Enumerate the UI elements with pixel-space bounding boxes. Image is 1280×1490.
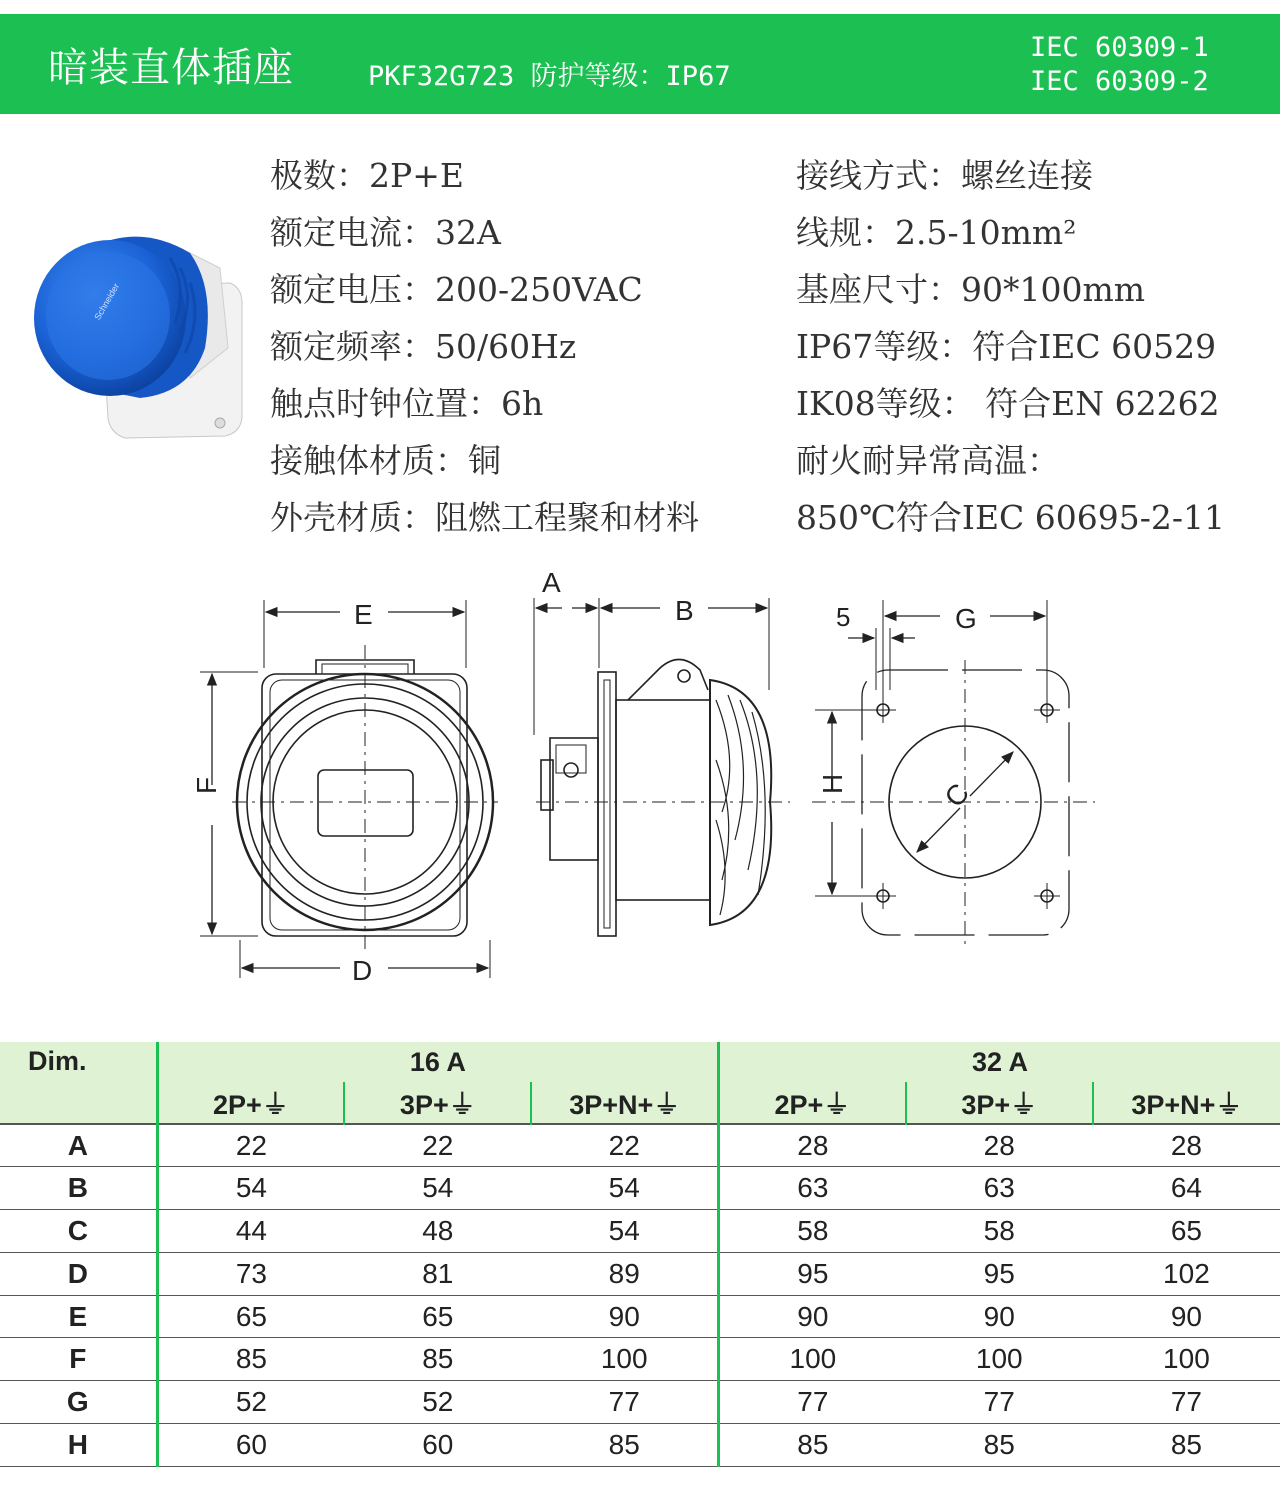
- cell: 65: [344, 1295, 531, 1338]
- cell: 64: [1093, 1167, 1280, 1210]
- dim-label-d: D: [352, 955, 373, 986]
- spec-poles: [270, 150, 464, 197]
- row-dim: C: [0, 1210, 157, 1253]
- cell: 54: [157, 1167, 344, 1210]
- spec-rated-frequency: [270, 321, 576, 368]
- spec-ip67: [796, 321, 1216, 368]
- spec-label: 极数：: [270, 156, 369, 195]
- row-dim: B: [0, 1167, 157, 1210]
- row-dim: H: [0, 1424, 157, 1467]
- spec-wiring: [796, 150, 1093, 197]
- cell: 85: [906, 1424, 1093, 1467]
- table-row: [0, 1167, 1280, 1210]
- dim-header: Dim.: [0, 1042, 157, 1082]
- spec-glow-wire: [796, 492, 1225, 539]
- spec-value: 2.5-10mm²: [895, 213, 1077, 252]
- dim-label-c: C: [938, 777, 976, 813]
- table-sub-header-row: [0, 1082, 1280, 1124]
- spec-label: 接触体材质：: [270, 441, 468, 480]
- brand-print: Schneider: [92, 281, 122, 322]
- spec-label: 额定频率：: [270, 327, 435, 366]
- dim-label-5: 5: [836, 602, 851, 632]
- spec-value: 2P+E: [369, 156, 464, 195]
- spec-label: 外壳材质：: [270, 498, 435, 537]
- cell: 22: [531, 1124, 718, 1167]
- row-dim: E: [0, 1295, 157, 1338]
- cell: 52: [157, 1381, 344, 1424]
- cell: 77: [719, 1381, 906, 1424]
- col-16a-3pn-earth: 3P+N+⏚: [531, 1082, 718, 1124]
- cell: 100: [906, 1338, 1093, 1381]
- cell: 58: [906, 1210, 1093, 1253]
- spec-label: 额定电压：: [270, 270, 435, 309]
- table-row: [0, 1295, 1280, 1338]
- cell: 54: [531, 1167, 718, 1210]
- cell: 52: [344, 1381, 531, 1424]
- spec-fire-resistance: [796, 435, 1060, 482]
- cell: 77: [531, 1381, 718, 1424]
- row-dim: F: [0, 1338, 157, 1381]
- spec-wire-gauge: [796, 207, 1076, 254]
- cell: 90: [906, 1295, 1093, 1338]
- cell: 63: [719, 1167, 906, 1210]
- spec-label: 触点时钟位置：: [270, 384, 501, 423]
- cell: 28: [1093, 1124, 1280, 1167]
- spec-rated-current: [270, 207, 501, 254]
- cell: 28: [906, 1124, 1093, 1167]
- cell: 85: [719, 1424, 906, 1467]
- spec-ik08: [796, 378, 1220, 425]
- spec-housing-material: [270, 492, 699, 539]
- row-dim: G: [0, 1381, 157, 1424]
- dimension-table: [0, 1042, 1280, 1467]
- cell: 90: [531, 1295, 718, 1338]
- dim-label-h: H: [817, 773, 848, 794]
- cell: 22: [344, 1124, 531, 1167]
- spec-base-size: [796, 264, 1145, 311]
- cell: 90: [719, 1295, 906, 1338]
- cell: 54: [344, 1167, 531, 1210]
- spec-value: 铜: [468, 441, 501, 480]
- cell: 100: [531, 1338, 718, 1381]
- col-32a-3pn-earth: 3P+N+⏚: [1093, 1082, 1280, 1124]
- col-32a-2p-earth: 2P+⏚: [719, 1082, 906, 1124]
- spec-value: 32A: [435, 213, 501, 252]
- dim-label-f: F: [191, 776, 222, 794]
- dim-label-b: B: [675, 595, 694, 626]
- group-32a: 32 A: [719, 1042, 1280, 1082]
- cell: 81: [344, 1252, 531, 1295]
- spec-contact-position: [270, 378, 543, 425]
- spec-label: IK08等级：: [796, 384, 975, 423]
- spec-contact-material: [270, 435, 501, 482]
- cell: 100: [1093, 1338, 1280, 1381]
- cell: 85: [1093, 1424, 1280, 1467]
- dim-header-blank: [0, 1082, 157, 1124]
- cell: 89: [531, 1252, 718, 1295]
- cell: 85: [531, 1424, 718, 1467]
- cell: 102: [1093, 1252, 1280, 1295]
- spec-value: 6h: [501, 384, 544, 423]
- spec-value: 200-250VAC: [435, 270, 643, 309]
- col-32a-3p-earth: 3P+⏚: [906, 1082, 1093, 1124]
- cell: 63: [906, 1167, 1093, 1210]
- spec-value: 符合IEC 60529: [972, 327, 1217, 366]
- spec-label: 耐火耐异常高温：: [796, 441, 1060, 480]
- cell: 73: [157, 1252, 344, 1295]
- spec-label: 基座尺寸：: [796, 270, 961, 309]
- cell: 95: [906, 1252, 1093, 1295]
- table-row: [0, 1124, 1280, 1167]
- product-title: 暗装直体插座: [48, 45, 294, 91]
- col-16a-3p-earth: 3P+⏚: [344, 1082, 531, 1124]
- spec-label: 接线方式：: [796, 156, 961, 195]
- table-row: [0, 1338, 1280, 1381]
- standard-1: IEC 60309-1: [1030, 32, 1209, 63]
- row-dim: D: [0, 1252, 157, 1295]
- spec-label: 线规：: [796, 213, 895, 252]
- spec-value: 螺丝连接: [961, 156, 1093, 195]
- standard-2: IEC 60309-2: [1030, 66, 1209, 97]
- cell: 95: [719, 1252, 906, 1295]
- model-rating: PKF32G723 防护等级：IP67: [368, 61, 731, 92]
- spec-value: 850℃符合IEC 60695-2-11: [796, 498, 1226, 537]
- table-row: [0, 1252, 1280, 1295]
- cell: 100: [719, 1338, 906, 1381]
- cell: 54: [531, 1210, 718, 1253]
- cell: 85: [344, 1338, 531, 1381]
- cell: 22: [157, 1124, 344, 1167]
- cell: 48: [344, 1210, 531, 1253]
- spec-value: 符合EN 62262: [974, 384, 1220, 423]
- dimension-drawing: [190, 562, 1280, 992]
- spec-value: 阻燃工程聚和材料: [435, 498, 699, 537]
- dim-label-g: G: [955, 603, 977, 634]
- spec-value: 50/60Hz: [435, 327, 577, 366]
- spec-label: IP67等级：: [796, 327, 973, 366]
- table-row: [0, 1210, 1280, 1253]
- group-16a: 16 A: [157, 1042, 718, 1082]
- table-row: [0, 1424, 1280, 1467]
- table-group-header-row: [0, 1042, 1280, 1082]
- dim-label-a: A: [542, 567, 561, 598]
- spec-value: 90*100mm: [961, 270, 1146, 309]
- cell: 60: [344, 1424, 531, 1467]
- dim-label-e: E: [354, 599, 373, 630]
- product-photo: [30, 228, 248, 443]
- cell: 60: [157, 1424, 344, 1467]
- cell: 65: [1093, 1210, 1280, 1253]
- header-banner: [0, 14, 1280, 114]
- cell: 65: [157, 1295, 344, 1338]
- spec-rated-voltage: [270, 264, 643, 311]
- cell: 77: [1093, 1381, 1280, 1424]
- cell: 90: [1093, 1295, 1280, 1338]
- spec-label: 额定电流：: [270, 213, 435, 252]
- cell: 77: [906, 1381, 1093, 1424]
- row-dim: A: [0, 1124, 157, 1167]
- cell: 28: [719, 1124, 906, 1167]
- cell: 58: [719, 1210, 906, 1253]
- col-16a-2p-earth: 2P+⏚: [157, 1082, 344, 1124]
- cell: 85: [157, 1338, 344, 1381]
- table-row: [0, 1381, 1280, 1424]
- cell: 44: [157, 1210, 344, 1253]
